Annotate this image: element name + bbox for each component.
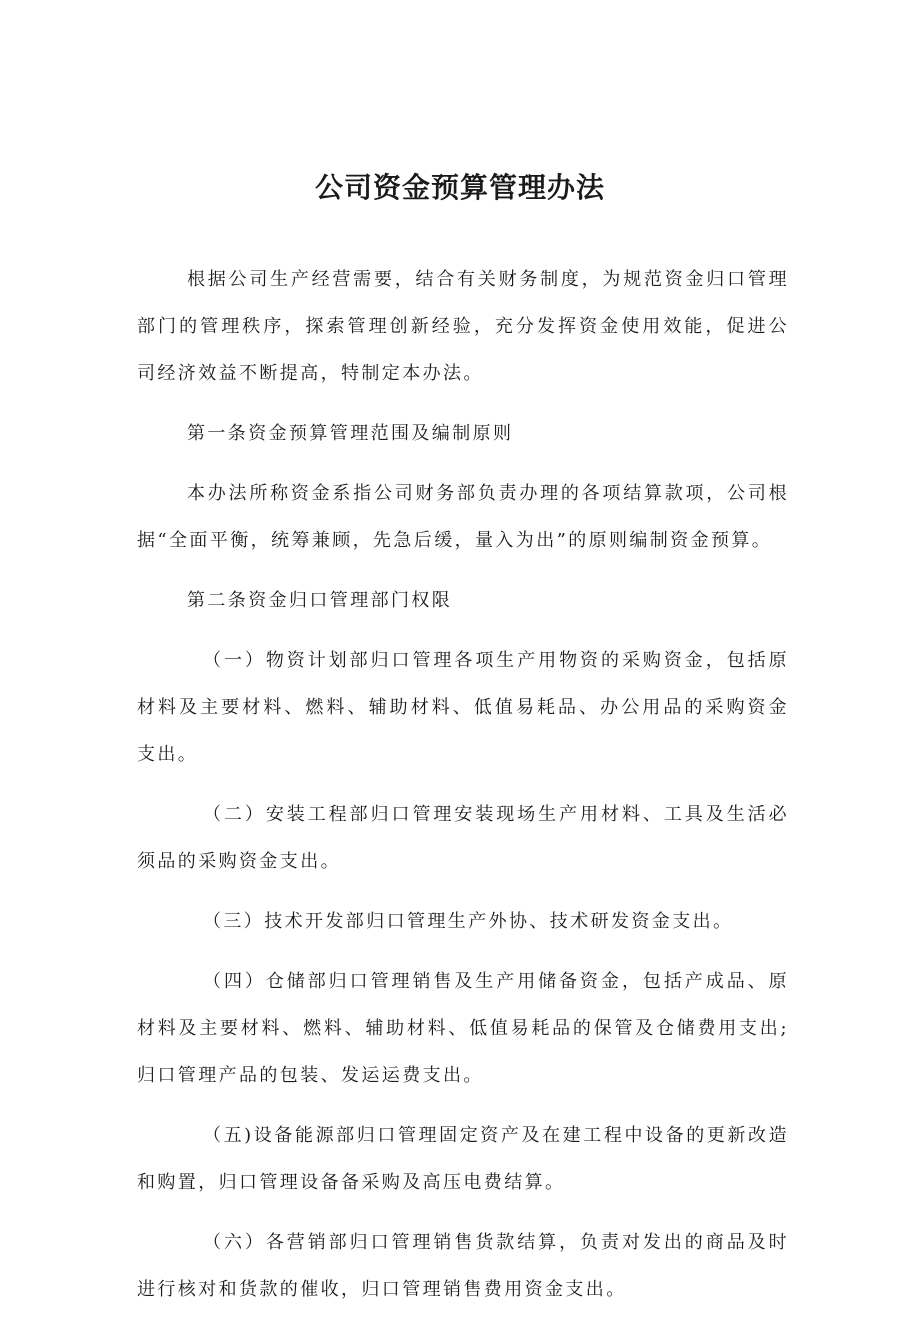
article-2-item-6: （六）各营销部归口管理销售货款结算，负责对发出的商品及时进行核对和货款的催收，归口管理销售费用资金支出。 <box>137 1232 789 1300</box>
article-2-heading: 第二条资金归口管理部门权限 <box>187 590 453 611</box>
document-title: 公司资金预算管理办法 <box>314 171 605 204</box>
document-body <box>137 256 789 1326</box>
article-2-item-5: （五)设备能源部归口管理固定资产及在建工程中设备的更新改造和购置，归口管理设备备采购及高压电费结算。 <box>137 1125 789 1193</box>
article-2-item-1: （一）物资计划部归口管理各项生产用物资的采购资金，包括原材料及主要材料、燃料、辅助材料、低值易耗品、办公用品的采购资金支出。 <box>137 650 789 765</box>
article-2-item-4: （四）仓储部归口管理销售及生产用储备资金，包括产成品、原材料及主要材料、燃料、辅助材料、低值易耗品的保管及仓储费用支出;归口管理产品的包装、发运运费支出。 <box>137 971 789 1086</box>
article-1-heading: 第一条资金预算管理范围及编制原则 <box>187 423 514 444</box>
article-2-item-3: （三）技术开发部归口管理生产外协、技术研发资金支出。 <box>203 911 734 932</box>
article-1-paragraph: 本办法所称资金系指公司财务部负责办理的各项结算款项，公司根据“全面平衡，统筹兼顾，先急后缓，量入为出”的原则编制资金预算。 <box>137 483 789 551</box>
intro-paragraph: 根据公司生产经营需要，结合有关财务制度，为规范资金归口管理部门的管理秩序，探索管理创新经验，充分发挥资金使用效能，促进公司经济效益不断提高，特制定本办法。 <box>137 269 789 384</box>
article-2-item-2: （二）安装工程部归口管理安装现场生产用材料、工具及生活必须品的采购资金支出。 <box>137 804 789 872</box>
